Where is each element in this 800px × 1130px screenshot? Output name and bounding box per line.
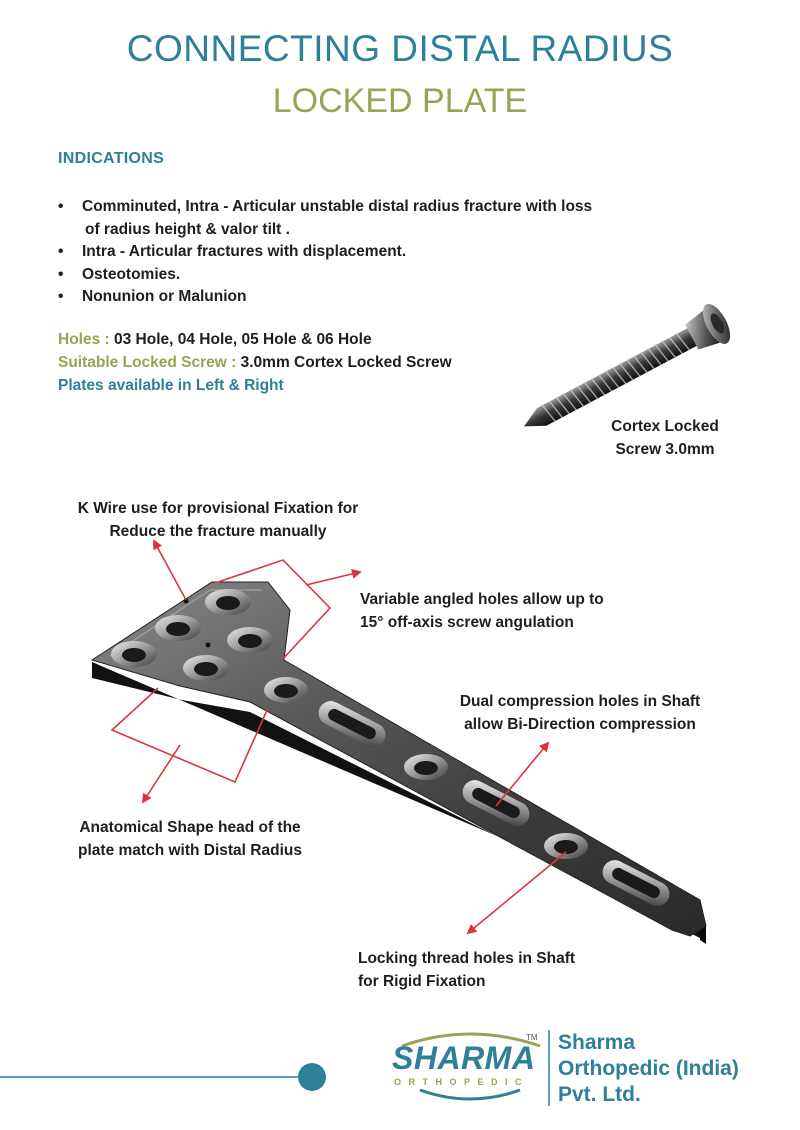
- locking-hole-core: [274, 684, 298, 698]
- kwire-arrow: [154, 541, 186, 600]
- availability-note: Plates available in Left & Right: [58, 377, 284, 394]
- indication-text: Intra - Articular fractures with displacement.: [82, 243, 407, 260]
- annotation-dual-line1: Dual compression holes in Shaft: [459, 693, 701, 710]
- head-hole-core: [216, 596, 240, 610]
- indication-text-continued: of radius height & valor tilt .: [85, 220, 290, 238]
- indication-text: Comminuted, Intra - Articular unstable distal radius fracture with loss: [82, 198, 593, 215]
- holes-label: Holes :: [58, 331, 110, 348]
- annotation-variable-line1: Variable angled holes allow up to: [360, 591, 604, 608]
- annotation-locking-line1: Locking thread holes in Shaft: [358, 950, 576, 967]
- annotation-kwire-line2: Reduce the fracture manually: [109, 523, 327, 540]
- locking-arrow: [468, 852, 566, 933]
- company-logo-word: SHARMA: [392, 1040, 536, 1076]
- company-name-line2: Orthopedic (India): [558, 1057, 739, 1080]
- company-name-line3: Pvt. Ltd.: [558, 1083, 641, 1106]
- screw-caption-line2: Screw 3.0mm: [615, 441, 715, 458]
- screw-label: Suitable Locked Screw :: [58, 354, 237, 371]
- head-hole-core: [238, 634, 262, 648]
- page-subtitle: LOCKED PLATE: [272, 82, 528, 120]
- holes-value: 03 Hole, 04 Hole, 05 Hole & 06 Hole: [114, 331, 372, 348]
- company-name-line1: Sharma: [558, 1031, 636, 1054]
- head-hole-core: [194, 662, 218, 676]
- annotation-variable-line2: 15° off-axis screw angulation: [360, 614, 574, 631]
- company-logo-tm: TM: [526, 1033, 538, 1042]
- head-hole-core: [166, 622, 190, 636]
- shaft-holes: [264, 677, 674, 910]
- indication-text: Nonunion or Malunion: [82, 288, 247, 305]
- variable-arrow: [306, 572, 360, 585]
- footer-dot: [298, 1063, 326, 1091]
- page-title: CONNECTING DISTAL RADIUS: [126, 28, 674, 69]
- locking-hole-core: [414, 761, 438, 775]
- logo-swoosh-bottom: [420, 1090, 520, 1099]
- anatomical-arrow: [143, 745, 180, 802]
- annotation-anatomical-line1: Anatomical Shape head of the: [79, 819, 301, 836]
- dual-arrow: [496, 743, 548, 806]
- annotation-kwire-line1: K Wire use for provisional Fixation for: [77, 500, 359, 517]
- company-logo-subtitle: ORTHOPEDIC: [394, 1077, 530, 1087]
- annotation-locking-line2: for Rigid Fixation: [358, 973, 486, 990]
- kwire-hole: [206, 643, 211, 648]
- head-hole-core: [122, 648, 146, 662]
- locking-hole-core: [554, 840, 578, 854]
- screw-value: 3.0mm Cortex Locked Screw: [240, 354, 452, 371]
- screw-caption-line1: Cortex Locked: [611, 418, 719, 435]
- annotation-anatomical-line2: plate match with Distal Radius: [78, 842, 302, 859]
- indications-heading: INDICATIONS: [58, 150, 165, 167]
- indication-text: Osteotomies.: [82, 265, 181, 283]
- annotation-dual-line2: allow Bi-Direction compression: [464, 716, 696, 733]
- company-name: [558, 1030, 739, 1108]
